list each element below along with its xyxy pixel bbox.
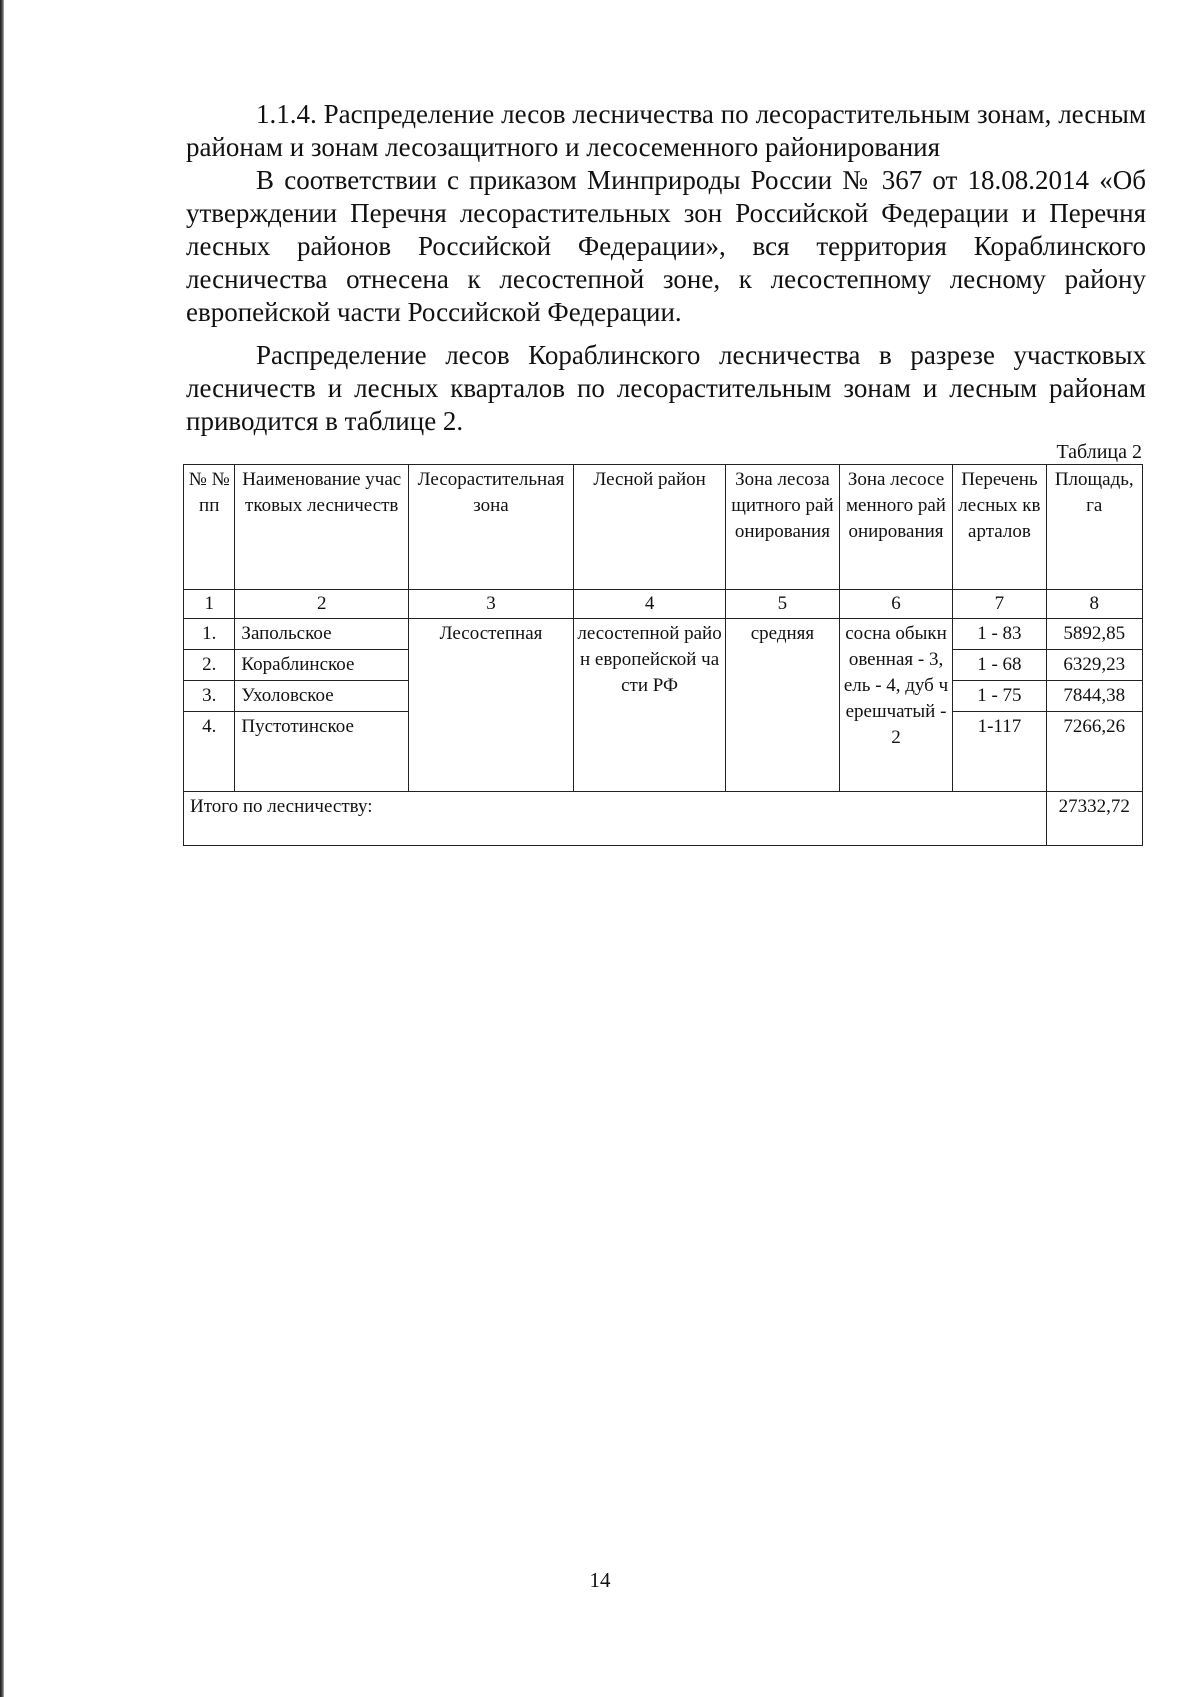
area-value: 7844,38 (1046, 681, 1142, 712)
column-number: 4 (574, 590, 726, 619)
district-name: Кораблинское (235, 650, 409, 681)
header-quarters: Перечень лесных кварталов (953, 465, 1046, 590)
merged-protection-zone: средняя (726, 619, 840, 792)
section-heading: 1.1.4. Распределение лесов лесничества по лесорастительным зонам, лесным районам и зонам лесозащитного и лесосеменного районирования (186, 99, 1146, 162)
column-number: 2 (235, 590, 409, 619)
header-district-name: Наименование участковых лесничеств (235, 465, 409, 590)
column-number: 3 (409, 590, 574, 619)
row-number: 4. (184, 712, 235, 792)
total-label: Итого по лесничеству: (184, 792, 1047, 846)
column-number: 7 (953, 590, 1046, 619)
header-protection-zone: Зона лесозащитного районирования (726, 465, 840, 590)
table-header-row (184, 465, 1143, 590)
forest-distribution-table (183, 464, 1143, 846)
district-name: Пустотинское (235, 712, 409, 792)
header-number: № № пп (184, 465, 235, 590)
table-total-row (184, 792, 1143, 846)
column-number: 8 (1046, 590, 1142, 619)
district-name: Ухоловское (235, 681, 409, 712)
table-row (184, 619, 1143, 650)
quarters-range: 1 - 68 (953, 650, 1046, 681)
area-value: 6329,23 (1046, 650, 1142, 681)
row-number: 3. (184, 681, 235, 712)
total-area-value: 27332,72 (1046, 792, 1142, 846)
header-seed-zone: Зона лесосеменного районирования (839, 465, 953, 590)
district-name: Запольское (235, 619, 409, 650)
column-number-row (184, 590, 1143, 619)
column-number: 1 (184, 590, 235, 619)
scan-binding-edge (0, 0, 4, 1697)
paragraph-order-reference: В соответствии с приказом Минприроды России № 367 от 18.08.2014 «Об утверждении Перечня лесорастительных зон Российской Федерации и Перечня лесных районов Российской Федерации», вся территория Кораблинского лесничества отнесена к лесостепной зоне, к лесостепному лесному району европейской части Российской Федерации. (186, 165, 1146, 327)
table-caption: Таблица 2 (1056, 441, 1142, 463)
quarters-range: 1 - 75 (953, 681, 1046, 712)
paragraph-table-intro: Распределение лесов Кораблинского лесничества в разрезе участковых лесничеств и лесных кварталов по лесорастительным зонам и лесным районам приводится в таблице 2. (186, 340, 1146, 436)
row-number: 2. (184, 650, 235, 681)
area-value: 5892,85 (1046, 619, 1142, 650)
header-forest-zone: Лесорастительная зона (409, 465, 574, 590)
column-number: 6 (839, 590, 953, 619)
quarters-range: 1 - 83 (953, 619, 1046, 650)
column-number: 5 (726, 590, 840, 619)
area-value: 7266,26 (1046, 712, 1142, 792)
row-number: 1. (184, 619, 235, 650)
header-area: Площадь, га (1046, 465, 1142, 590)
merged-forest-region: лесостепной район европейской части РФ (574, 619, 726, 792)
merged-seed-zone: сосна обыкновенная - 3, ель - 4, дуб черешчатый - 2 (839, 619, 953, 792)
header-forest-region: Лесной район (574, 465, 726, 590)
document-body (186, 98, 1146, 846)
quarters-range: 1-117 (953, 712, 1046, 792)
page-number: 14 (589, 1568, 611, 1592)
merged-forest-zone: Лесостепная (409, 619, 574, 792)
